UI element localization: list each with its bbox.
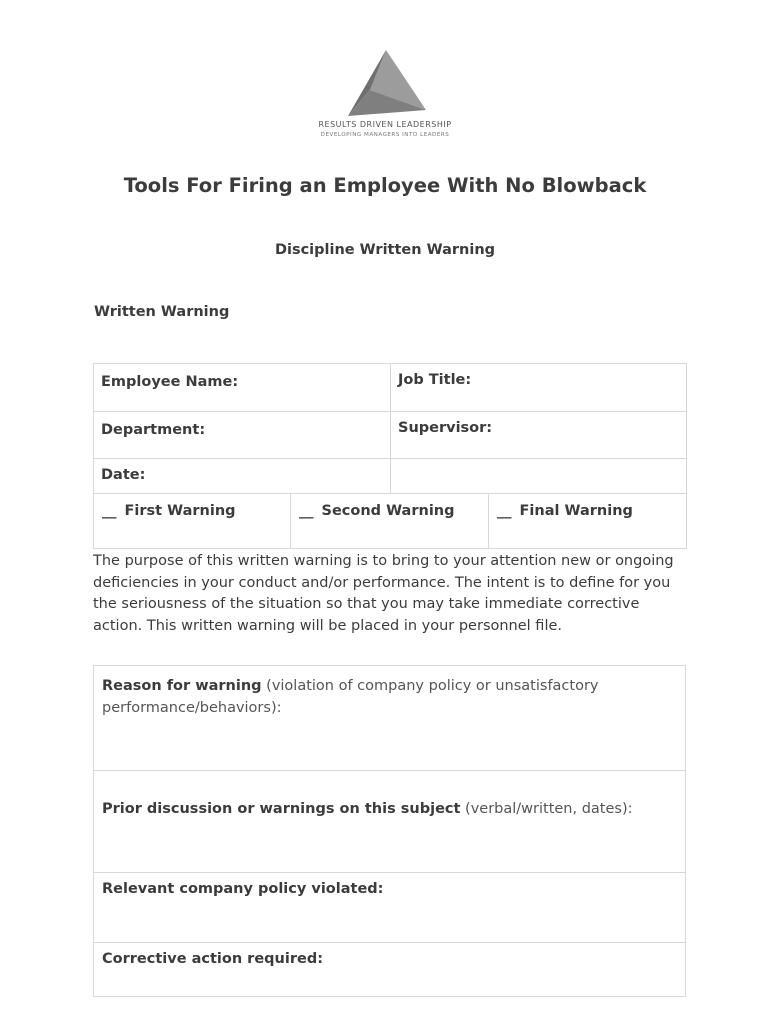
purpose-paragraph: The purpose of this written warning is to bring to your attention new or ongoing deficiencies in your conduct and/or performance. The intent is to define for you the seriousness of the situation so that you may take immediate corrective action. This written warning will be placed in your personnel file. (93, 553, 674, 634)
employee-info-table (93, 363, 687, 494)
employee-name-field[interactable]: Employee Name: (94, 364, 391, 412)
final-warning-option[interactable] (489, 494, 687, 549)
document-subtitle: Discipline Written Warning (274, 242, 496, 258)
prior-label: Prior discussion or warnings on this subject (102, 801, 461, 817)
logo-brand-name: RESULTS DRIVEN LEADERSHIP (318, 120, 452, 129)
action-label: Corrective action required: (102, 951, 324, 967)
policy-label: Relevant company policy violated: (102, 881, 384, 897)
empty-field (391, 459, 687, 494)
date-field[interactable]: Date: (94, 459, 391, 494)
reason-field[interactable] (94, 666, 686, 771)
first-warning-label: First Warning (124, 503, 236, 519)
document-title: Tools For Firing an Employee With No Blowback (123, 174, 647, 197)
reasons-table (93, 665, 686, 997)
final-warning-label: Final Warning (519, 503, 633, 519)
checkbox-blank: __ (299, 503, 314, 519)
second-warning-label: Second Warning (321, 503, 455, 519)
checkbox-blank: __ (497, 503, 512, 519)
logo-triangle-icon (342, 48, 428, 118)
logo-tagline: DEVELOPING MANAGERS INTO LEADERS (320, 132, 450, 138)
company-logo (318, 48, 452, 144)
supervisor-field[interactable]: Supervisor: (391, 412, 687, 459)
prior-note: (verbal/written, dates): (460, 801, 633, 817)
warning-level-table (93, 493, 687, 549)
policy-violated-field[interactable] (94, 873, 686, 943)
section-label: Written Warning (94, 304, 230, 320)
department-field[interactable]: Department: (94, 412, 391, 459)
reason-note: (violation of company policy or unsatisfactory performance/behaviors): (102, 678, 599, 716)
first-warning-option[interactable] (94, 494, 291, 549)
prior-discussion-field[interactable] (94, 771, 686, 873)
corrective-action-field[interactable] (94, 943, 686, 997)
reason-label: Reason for warning (102, 678, 262, 694)
checkbox-blank: __ (102, 503, 117, 519)
job-title-field[interactable]: Job Title: (391, 364, 687, 412)
second-warning-option[interactable] (291, 494, 489, 549)
